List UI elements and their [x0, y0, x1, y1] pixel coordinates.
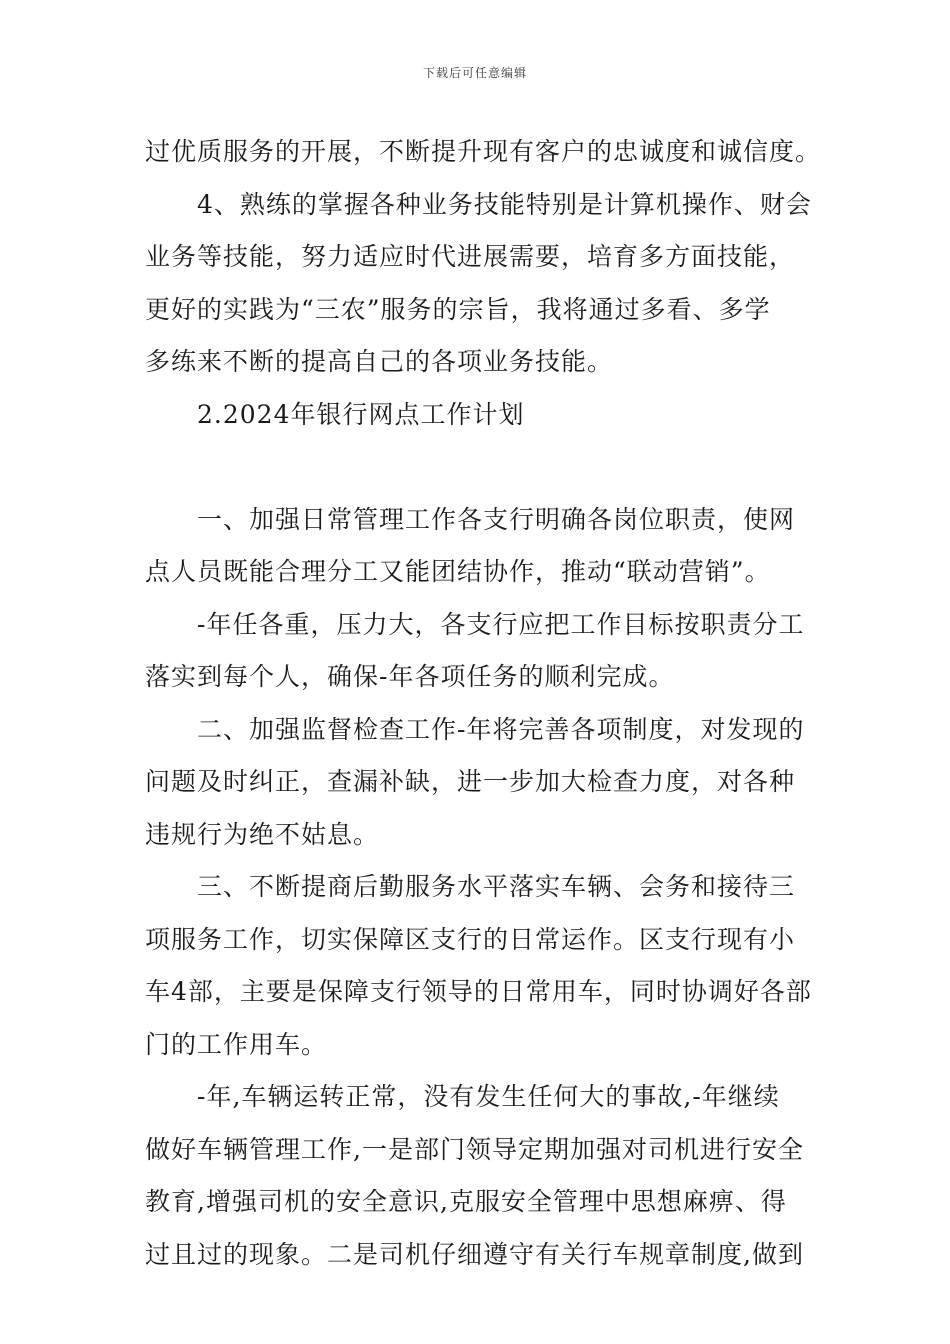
text-line: 车4部，主要是保障支行领导的日常用车，同时协调好各部: [145, 977, 812, 1006]
text-line: 落实到每个人，确保-年各项任务的顺利完成。: [145, 662, 675, 691]
document-body: [145, 126, 822, 1281]
text-line: 业务等技能，努力适应时代进展需要，培育多方面技能，: [145, 242, 796, 271]
text-line: 二、加强监督检查工作-年将完善各项制度，对发现的: [197, 714, 805, 744]
text-line: 项服务工作，切实保障区支行的日常运作。区支行现有小: [145, 924, 796, 954]
text-line: 过且过的现象。二是司机仔细遵守有关行车规章制度,做到: [145, 1239, 804, 1269]
text-line: 点人员既能合理分工又能团结协作，推动“联动营销”。: [145, 557, 771, 586]
text-line: 问题及时纠正，查漏补缺，进一步加大检查力度，对各种: [145, 767, 796, 796]
text-line: 多练来不断的提高自己的各项业务技能。: [145, 347, 614, 376]
text-line: 一、加强日常管理工作各支行明确各岗位职责，使网: [197, 504, 796, 534]
text-line: 过优质服务的开展，不断提升现有客户的忠诚度和诚信度。: [145, 137, 822, 166]
text-line: 做好车辆管理工作,一是部门领导定期加强对司机进行安全: [145, 1134, 804, 1164]
section-heading: 2.2024年银行网点工作计划: [197, 399, 525, 429]
text-line: 更好的实践为“三农”服务的宗旨，我将通过多看、多学: [145, 294, 771, 324]
text-line: 门的工作用车。: [145, 1029, 328, 1059]
text-line: 三、不断提商后勤服务水平落实车辆、会务和接待三: [197, 872, 796, 901]
text-line: 4、熟练的掌握各种业务技能特别是计算机操作、财会: [197, 189, 812, 219]
text-line: -年,车辆运转正常，没有发生任何大的事故,-年继续: [197, 1082, 780, 1111]
header-note: 下载后可任意编辑: [422, 66, 527, 80]
text-line: 教育,增强司机的安全意识,克服安全管理中思想麻痹、得: [145, 1187, 787, 1216]
text-line: -年任各重，压力大，各支行应把工作目标按职责分工: [197, 609, 805, 639]
text-line: 违规行为绝不姑息。: [145, 819, 380, 849]
blank-line: [145, 441, 809, 494]
